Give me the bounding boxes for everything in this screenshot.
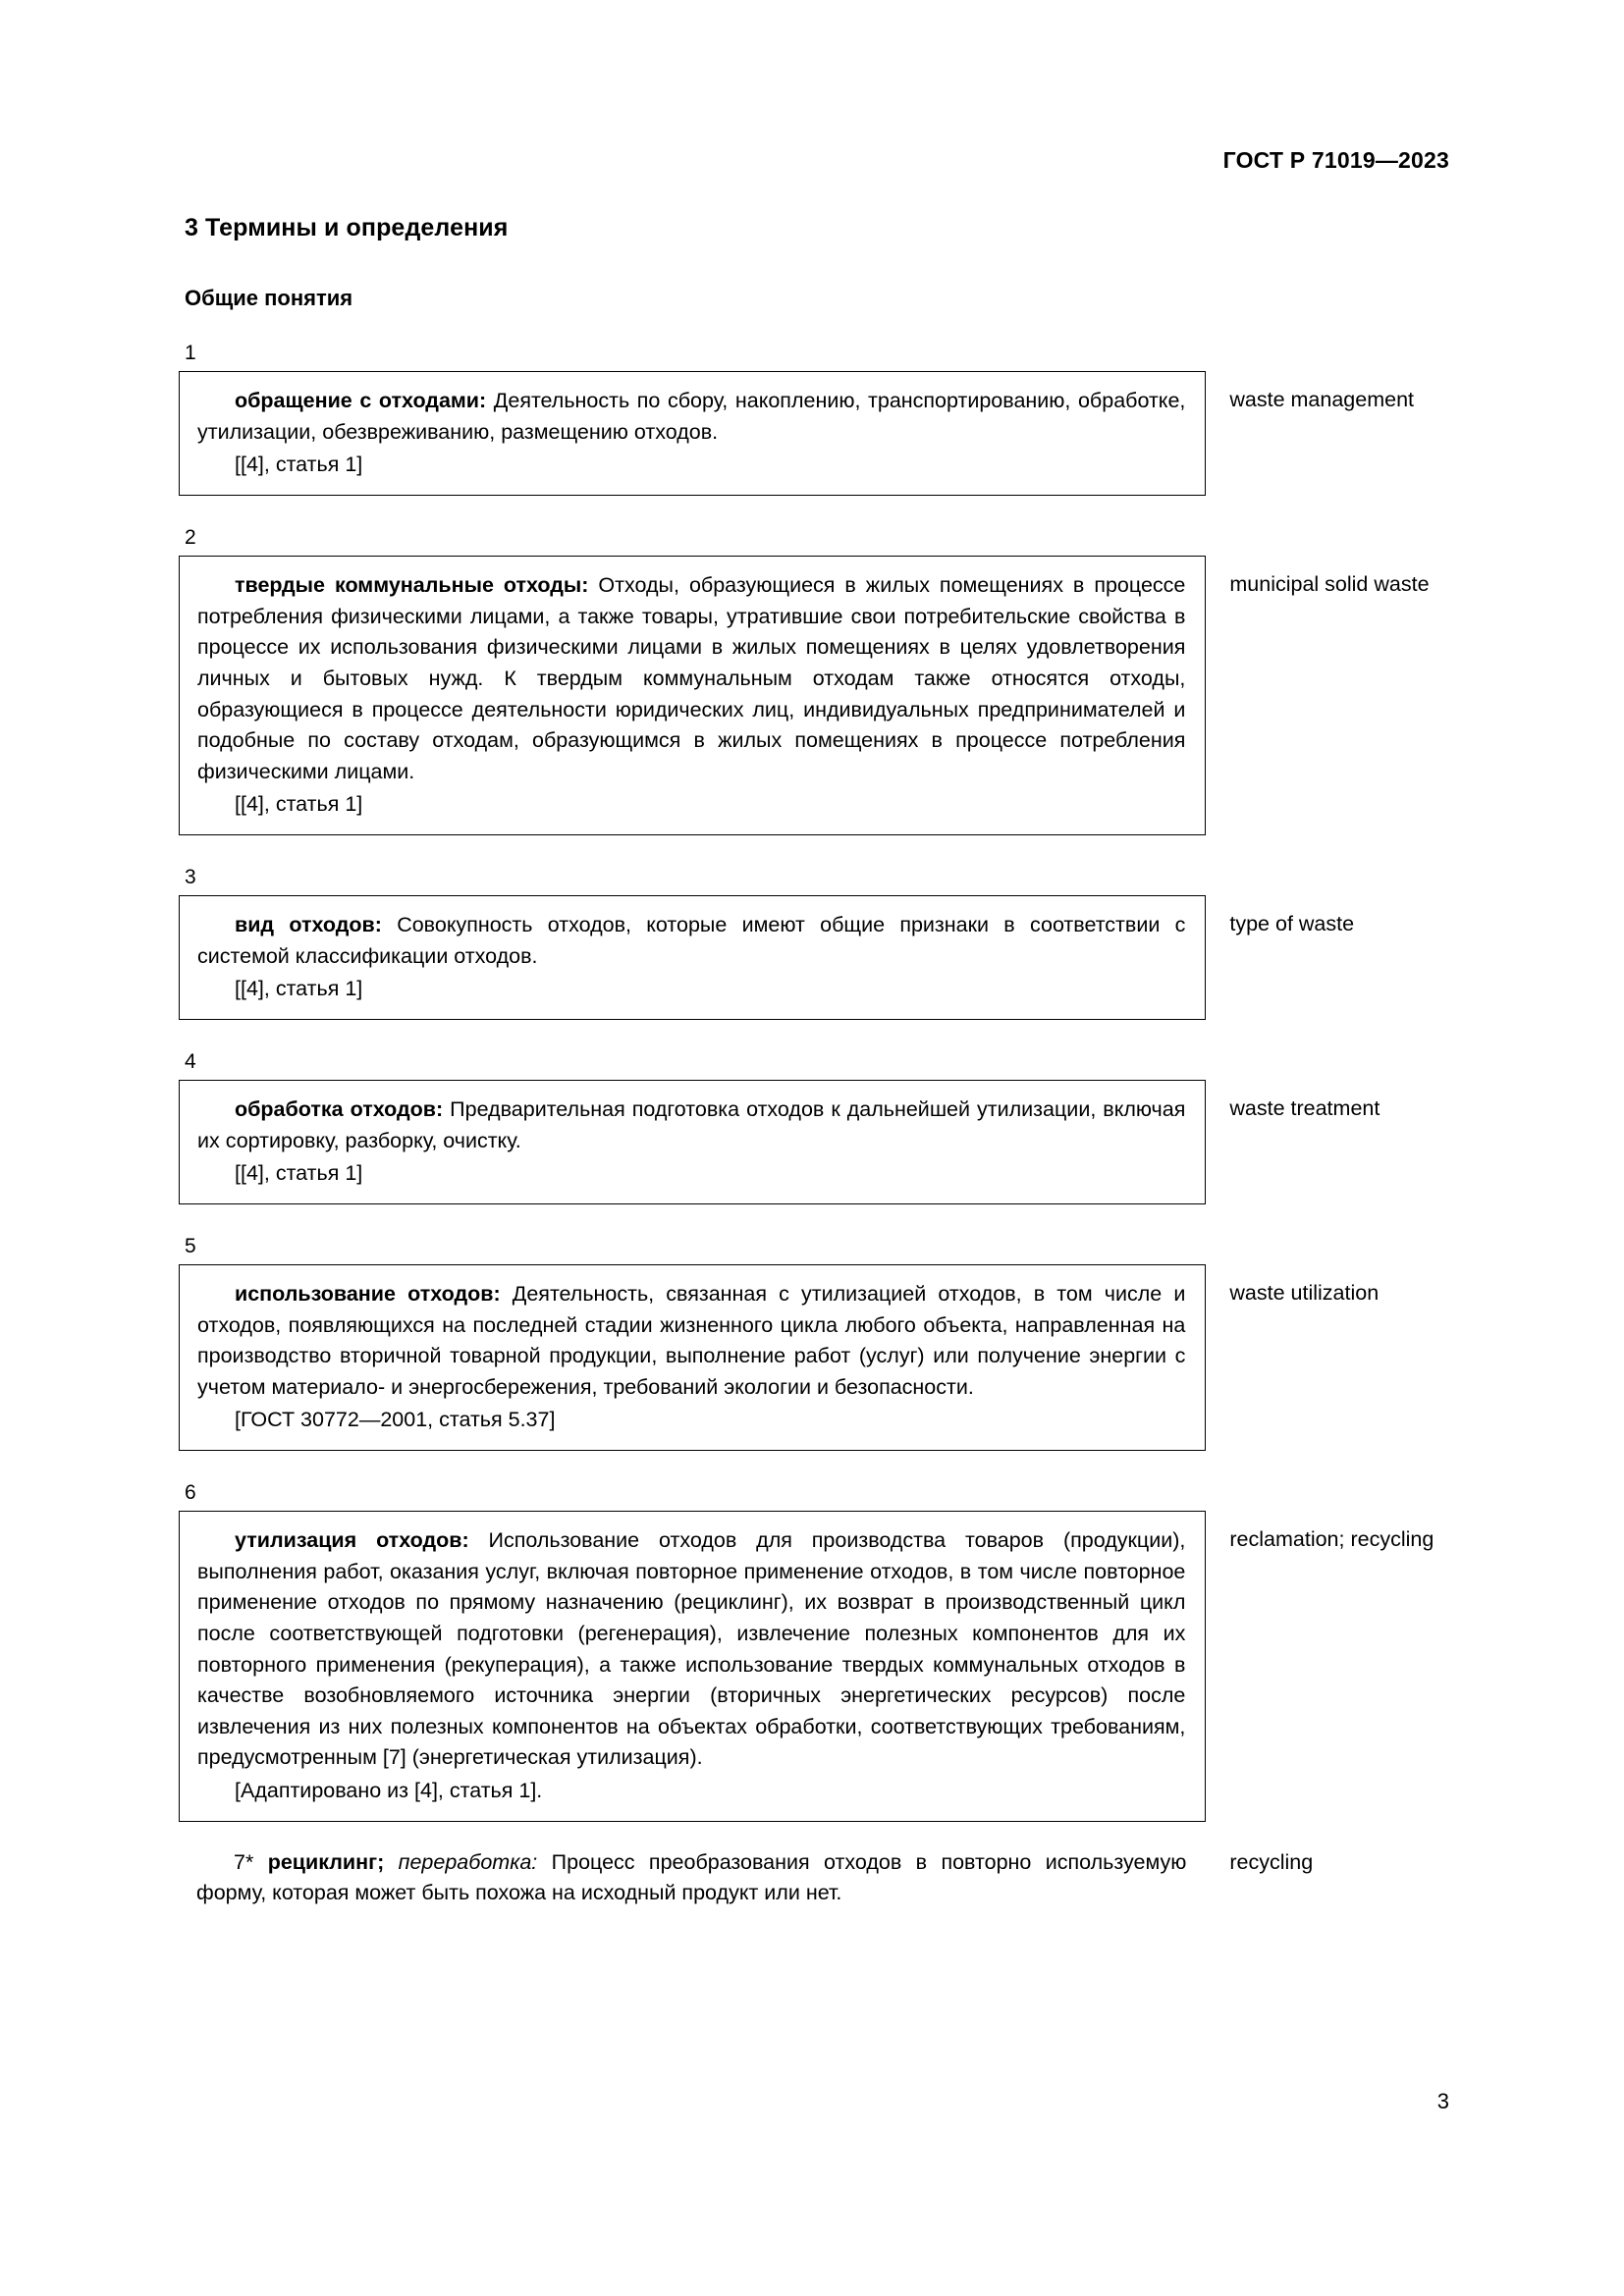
- term-english-equivalent: waste management: [1229, 388, 1415, 412]
- term-entry-row: [179, 895, 1455, 1020]
- term-source-reference: [[4], статья 1]: [235, 792, 363, 817]
- term-label: твердые коммунальные отходы:: [235, 573, 589, 598]
- definition-text: Процесс преобразования отходов в повторно используемую форму, которая может быть похожа на исходный продукт или нет.: [196, 1849, 1187, 1905]
- term-label: утилизация отходов:: [235, 1528, 469, 1553]
- term-label: вид отходов:: [235, 913, 382, 937]
- term-entry-number: 5: [185, 1234, 196, 1257]
- document-content: [179, 214, 1455, 1909]
- term-entry-number: 3: [185, 865, 196, 888]
- term-definition-text: [197, 1095, 1185, 1156]
- term-definition-text: [197, 1279, 1185, 1403]
- term-english-equivalent: waste treatment: [1229, 1096, 1380, 1121]
- term-label: обращение с отходами:: [235, 389, 487, 413]
- definition-text: Предварительная подготовка отходов к дальнейшей утилизации, включая их сортировку, разборку, очистку.: [197, 1097, 1186, 1152]
- term-entry-2: [179, 525, 1455, 835]
- section-title: 3 Термины и определения: [185, 214, 509, 241]
- term-source-reference: [Адаптировано из [4], статья 1].: [235, 1778, 543, 1802]
- term-entry-number: 2: [185, 525, 196, 549]
- term-definition-text: [197, 386, 1185, 448]
- term-definition-text: [197, 910, 1185, 972]
- page-number: 3: [1436, 2089, 1449, 2113]
- term-entry-number: 6: [185, 1481, 196, 1504]
- term-entry-number: 4: [185, 1049, 196, 1073]
- term-english-equivalent: recycling: [1229, 1849, 1314, 1874]
- term-definition-box: [179, 371, 1206, 496]
- term-english-equivalent: municipal solid waste: [1229, 572, 1430, 597]
- term-entry-row: [179, 1847, 1455, 1909]
- term-english-equivalent: type of waste: [1229, 912, 1355, 936]
- term-label: использование отходов:: [235, 1282, 501, 1307]
- definition-text: Совокупность отходов, которые имеют общие признаки в соответствии с системой классификации отходов.: [197, 913, 1186, 968]
- definition-text: Использование отходов для производства товаров (продукции), выполнения работ, оказания услуг, включая повторное применение отходов, в том числе повторное применение отходов по прямому назначению (рециклинг), их возврат в производственный цикл после соответствующей подготовки (регенерация), извлечение полезных компонентов для их повторного применения (рекуперация), а также использование твердых коммунальных отходов в качестве возобновляемого источника энергии (вторичных энергетических ресурсов) после извлечения из них полезных компонентов на объектах обработки, соответствующих требованиям, предусмотренным [7] (энергетическая утилизация).: [197, 1528, 1186, 1770]
- term-definition-box: [179, 556, 1206, 835]
- term-entry-5: [179, 1234, 1455, 1451]
- term-entry-row: [179, 1511, 1455, 1821]
- term-source-reference: [[4], статья 1]: [235, 977, 363, 1001]
- term-entry-number: 1: [185, 342, 196, 364]
- term-label: рециклинг;: [267, 1849, 385, 1874]
- term-definition-text: [197, 570, 1185, 787]
- term-entry-1: [179, 341, 1455, 496]
- subsection-title: Общие понятия: [185, 286, 353, 310]
- term-definition-box: [179, 1511, 1206, 1821]
- page-header-standard-id: ГОСТ Р 71019—2023: [1222, 147, 1449, 173]
- term-english-equivalent: waste utilization: [1229, 1281, 1380, 1306]
- definition-text: Деятельность по сбору, накоплению, транспортированию, обработке, утилизации, обезвреживанию, размещению отходов.: [197, 389, 1186, 444]
- term-definition-text: [196, 1847, 1186, 1909]
- term-source-reference: [ГОСТ 30772—2001, статья 5.37]: [235, 1408, 556, 1432]
- term-entry-row: [179, 1080, 1455, 1204]
- term-label-alt: переработка:: [398, 1849, 538, 1874]
- term-entry-3: [179, 865, 1455, 1020]
- term-entry-row: [179, 1264, 1455, 1451]
- term-definition-box: [179, 895, 1206, 1020]
- term-entry-row: [179, 371, 1455, 496]
- term-entry-row: [179, 556, 1455, 835]
- term-entry-7: [179, 1847, 1455, 1909]
- term-source-reference: [[4], статья 1]: [235, 1161, 363, 1186]
- term-definition-text: [197, 1525, 1185, 1774]
- term-entry-4: [179, 1049, 1455, 1204]
- term-label: обработка отходов:: [235, 1097, 444, 1122]
- definition-text: Отходы, образующиеся в жилых помещениях в процессе потребления физическими лицами, а также товары, утратившие свои потребительские свойства в процессе их использования физическими лицами в жилых помещениях в целях удовлетворения личных и бытовых нужд. К твердым коммунальным отходам также относятся отходы, образующиеся в процессе деятельности юридических лиц, индивидуальных предпринимателей и подобные по составу отходам, образующимся в жилых помещениях в процессе потребления физическими лицами.: [197, 573, 1186, 783]
- term-definition-box: [179, 1080, 1206, 1204]
- term-definition-block: [179, 1847, 1206, 1909]
- term-definition-box: [179, 1264, 1206, 1451]
- definition-text: Деятельность, связанная с утилизацией отходов, в том числе и отходов, появляющихся на последней стадии жизненного цикла любого объекта, направленная на производство вторичной товарной продукции, выполнение работ (услуг) или получение энергии с учетом материало- и энергосбережения, требований экологии и безопасности.: [197, 1282, 1186, 1399]
- term-english-equivalent: reclamation; recycling: [1229, 1527, 1435, 1552]
- term-entry-6: [179, 1480, 1455, 1822]
- term-source-reference: [[4], статья 1]: [235, 453, 363, 477]
- term-entry-number: 7*: [234, 1849, 254, 1874]
